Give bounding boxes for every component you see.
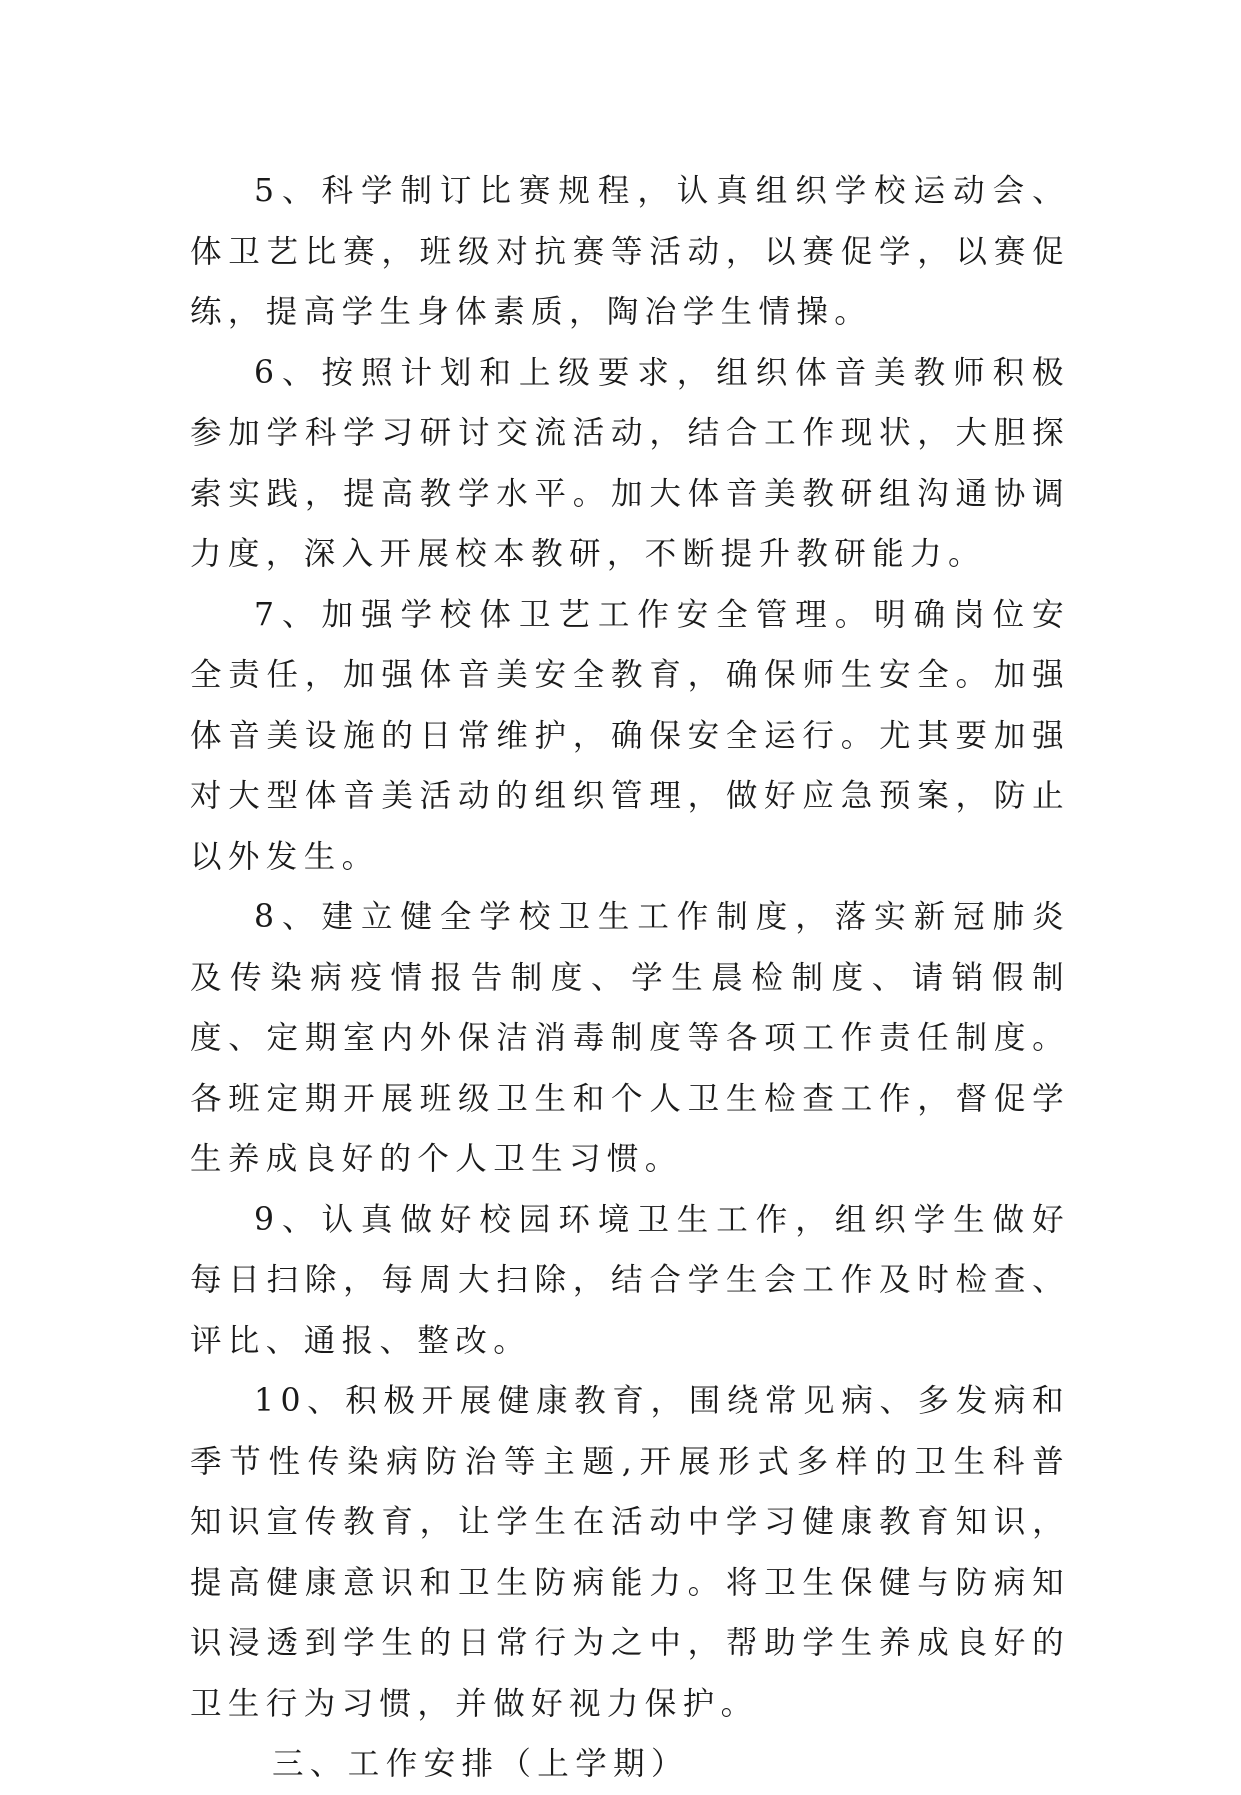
paragraph-item-7: 7、加强学校体卫艺工作安全管理。明确岗位安全责任，加强体音美安全教育，确保师生安全。加强体音美设施的日常维护，确保安全运行。尤其要加强对大型体音美活动的组织管理，做好应急预案，防止以外发生。 (190, 596, 1070, 875)
section-heading: 三、工作安排（上学期） (272, 1746, 689, 1782)
paragraph-item-8: 8、建立健全学校卫生工作制度，落实新冠肺炎及传染病疫情报告制度、学生晨检制度、请销假制度、定期室内外保洁消毒制度等各项工作责任制度。各班定期开展班级卫生和个人卫生检查工作，督促学生养成良好的个人卫生习惯。 (190, 899, 1070, 1177)
paragraph-item-9: 9、认真做好校园环境卫生工作，组织学生做好每日扫除，每周大扫除，结合学生会工作及时检查、评比、通报、整改。 (190, 1201, 1070, 1359)
paragraph-item-6: 6、按照计划和上级要求，组织体音美教师积极参加学科学习研讨交流活动，结合工作现状，大胆探索实践，提高教学水平。加大体音美教研组沟通协调力度，深入开展校本教研，不断提升教研能力。 (190, 354, 1070, 572)
paragraph-item-5: 5、科学制订比赛规程，认真组织学校运动会、体卫艺比赛，班级对抗赛等活动，以赛促学，以赛促练，提高学生身体素质，陶冶学生情操。 (190, 173, 1070, 330)
document-body (190, 161, 1070, 1795)
paragraph-item-10: 10、积极开展健康教育，围绕常见病、多发病和季节性传染病防治等主题,开展形式多样的卫生科普知识宣传教育，让学生在活动中学习健康教育知识，提高健康意识和卫生防病能力。将卫生保健与防病知识浸透到学生的日常行为之中，帮助学生养成良好的卫生行为习惯，并做好视力保护。 (190, 1383, 1070, 1722)
